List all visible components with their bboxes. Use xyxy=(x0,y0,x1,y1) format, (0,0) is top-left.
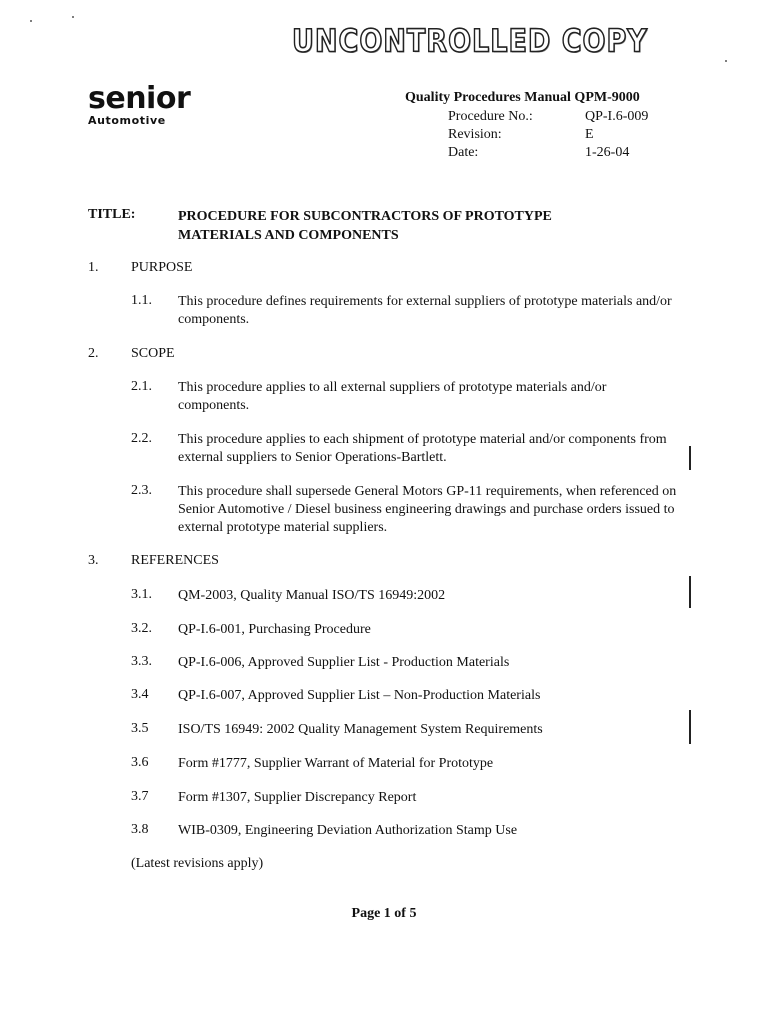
reference-text: QP-I.6-001, Purchasing Procedure xyxy=(178,622,371,637)
reference-text: Form #1307, Supplier Discrepancy Report xyxy=(178,790,417,805)
section-number: 2. xyxy=(88,346,99,361)
reference-text: Form #1777, Supplier Warrant of Material for Prototype xyxy=(178,756,494,771)
header-label: Revision: xyxy=(448,127,502,142)
item-text: This procedure applies to all external suppliers of prototype materials and/or components. xyxy=(178,380,607,413)
reference-number: 3.5 xyxy=(131,721,149,736)
header-label: Date: xyxy=(448,145,479,160)
scan-speck xyxy=(725,60,727,62)
page-footer xyxy=(0,906,768,922)
item-number: 2.1. xyxy=(131,379,152,394)
reference-number: 3.7 xyxy=(131,789,149,804)
reference-text: QP-I.6-006, Approved Supplier List - Production Materials xyxy=(178,655,510,670)
section-heading-references: REFERENCES xyxy=(131,553,219,568)
item-number: 1.1. xyxy=(131,293,152,308)
header-label: Procedure No.: xyxy=(448,109,533,124)
section-number: 1. xyxy=(88,260,99,275)
reference-number: 3.1. xyxy=(131,587,152,602)
scan-speck xyxy=(30,20,32,22)
revision-bar xyxy=(689,576,691,608)
reference-text: QP-I.6-007, Approved Supplier List – Non-Production Materials xyxy=(178,688,541,703)
item-number: 2.2. xyxy=(131,431,152,446)
section-heading-scope: SCOPE xyxy=(131,346,175,361)
reference-number: 3.8 xyxy=(131,822,149,837)
document-title: PROCEDURE FOR SUBCONTRACTORS OF PROTOTYPE MATERIALS AND COMPONENTS xyxy=(178,209,552,243)
scan-speck xyxy=(72,16,74,18)
item-text: This procedure shall supersede General Motors GP-11 requirements, when referenced on Senior Automotive / Diesel business engineering drawings and purchase orders issued to external prototype material suppliers. xyxy=(178,484,677,535)
revision-bar xyxy=(689,710,691,744)
reference-number: 3.6 xyxy=(131,755,149,770)
header-value: E xyxy=(585,127,594,142)
revisions-note: (Latest revisions apply) xyxy=(131,856,264,871)
page-number: Page 1 of 5 xyxy=(351,906,417,921)
revision-bar xyxy=(689,446,691,470)
reference-number: 3.3. xyxy=(131,654,152,669)
item-number: 2.3. xyxy=(131,483,152,498)
item-text: This procedure applies to each shipment of prototype material and/or components from external suppliers to Senior Operations-Bartlett. xyxy=(178,432,667,465)
manual-title: Quality Procedures Manual QPM-9000 xyxy=(405,90,640,105)
logo-name: senior xyxy=(88,81,191,116)
header-value: QP-I.6-009 xyxy=(585,109,649,124)
header-value: 1-26-04 xyxy=(585,145,630,160)
reference-number: 3.4 xyxy=(131,687,149,702)
section-number: 3. xyxy=(88,553,99,568)
title-label: TITLE: xyxy=(88,207,136,222)
uncontrolled-copy-stamp: UNCONTROLLED COPY xyxy=(292,24,648,60)
reference-text: WIB-0309, Engineering Deviation Authorization Stamp Use xyxy=(178,823,518,838)
reference-text: QM-2003, Quality Manual ISO/TS 16949:2002 xyxy=(178,588,446,603)
senior-automotive-logo xyxy=(88,81,191,127)
reference-number: 3.2. xyxy=(131,621,152,636)
item-text: This procedure defines requirements for external suppliers of prototype materials and/or components. xyxy=(178,294,672,327)
reference-text: ISO/TS 16949: 2002 Quality Management System Requirements xyxy=(178,722,543,737)
section-heading-purpose: PURPOSE xyxy=(131,260,193,275)
logo-subtitle: Automotive xyxy=(88,114,166,127)
